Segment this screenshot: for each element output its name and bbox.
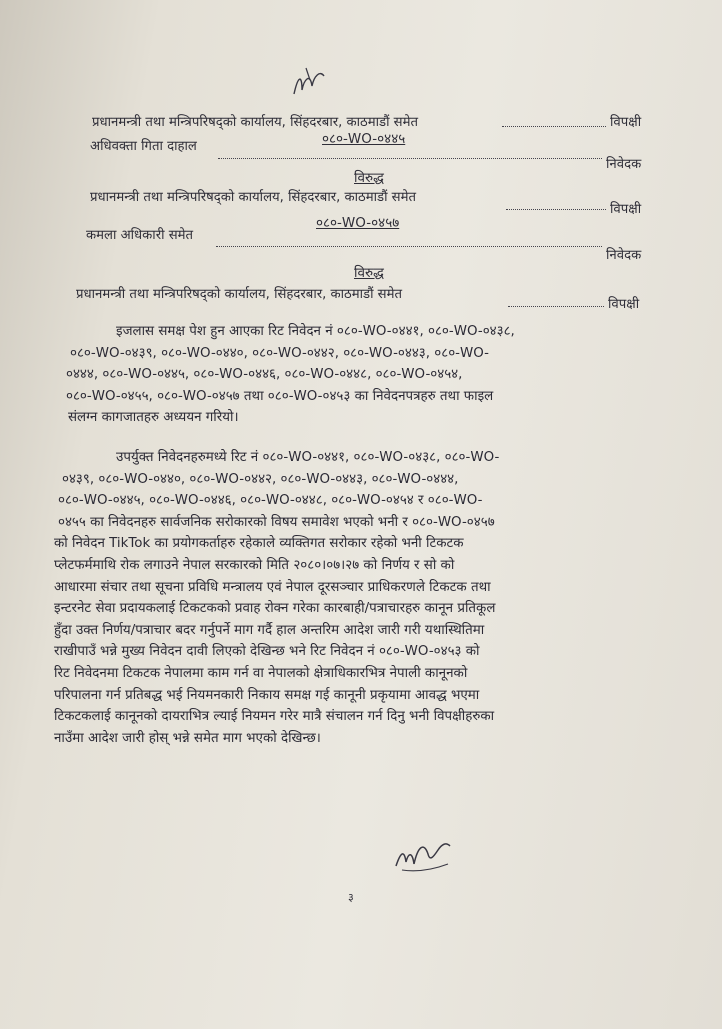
p2-line-7: आधारमा संचार तथा सूचना प्रविधि मन्त्रालय एवं नेपाल दूरसञ्चार प्राधिकरणले टिकटक तथा — [54, 579, 491, 595]
p2-line-4: ०४५५ का निवेदनहरु सार्वजनिक सरोकारको विषय समावेश भएको भनी र ०८०-WO-०४५७ — [58, 514, 495, 530]
block2-respondent-role: विपक्षी — [610, 202, 642, 217]
paragraph-2 — [54, 447, 674, 749]
p1-line-2: ०८०-WO-०४३९, ०८०-WO-०४४०, ०८०-WO-०४४२, ०८०-WO-०४४३, ०८०-WO- — [70, 345, 489, 361]
p1-line-3: ०४४४, ०८०-WO-०४४५, ०८०-WO-०४४६, ०८०-WO-०४४८, ०८०-WO-०४५४, — [66, 367, 463, 383]
p2-line-6: प्लेटफर्ममाथि रोक लगाउने नेपाल सरकारको मिति २०८०।०७।२७ को निर्णय र सो को — [54, 557, 455, 573]
block2-petitioner-role: निवेदक — [606, 157, 642, 172]
p1-line-4: ०८०-WO-०४५५, ०८०-WO-०४५७ तथा ०८०-WO-०४५३ का निवेदनपत्रहरु तथा फाइल — [66, 388, 494, 404]
block3-petitioner-dots — [216, 246, 602, 247]
block3-petitioner: कमला अधिकारी समेत — [86, 228, 194, 243]
block2-respondent-dots — [506, 209, 606, 210]
p2-line-8: इन्टरनेट सेवा प्रदायकलाई टिकटकको प्रवाह रोक्न गरेका कारबाही/पत्राचारहरु कानून प्रतिकूल — [54, 601, 496, 617]
block2-petitioner-dots — [218, 158, 602, 159]
block2-case-no: ०८०-WO-०४४५ — [322, 131, 406, 147]
p2-line-5: को निवेदन TikTok का प्रयोगकर्ताहरु रहेकाले व्यक्तिगत सरोकार रहेको भनी टिकटक — [54, 536, 464, 552]
p2-line-3: ०८०-WO-०४४५, ०८०-WO-०४४६, ०८०-WO-०४४८, ०८०-WO-०४५४ र ०८०-WO- — [58, 493, 483, 509]
block1-respondent: प्रधानमन्त्री तथा मन्त्रिपरिषद्को कार्यालय, सिंहदरबार, काठमाडौं समेत — [92, 115, 419, 130]
page-number: ३ — [348, 891, 354, 904]
signature-top — [288, 66, 330, 102]
p2-line-1: उपर्युक्त निवेदनहरुमध्ये रिट नं ०८०-WO-०४४१, ०८०-WO-०४३८, ०८०-WO- — [116, 450, 500, 465]
block3-respondent: प्रधानमन्त्री तथा मन्त्रिपरिषद्को कार्यालय, सिंहदरबार, काठमाडौं समेत — [76, 287, 403, 302]
block3-petitioner-role: निवेदक — [606, 248, 642, 263]
block2-petitioner: अधिवक्ता गिता दाहाल — [90, 139, 197, 154]
block3-respondent-dots — [508, 306, 604, 307]
p2-line-2: ०४३९, ०८०-WO-०४४०, ०८०-WO-०४४२, ०८०-WO-०४४३, ०८०-WO-०४४४, — [62, 471, 459, 487]
block3-versus: विरुद्ध — [354, 265, 384, 281]
block1-respondent-dots — [502, 126, 606, 127]
signature-bottom — [392, 836, 456, 876]
block3-case-no: ०८०-WO-०४५७ — [316, 215, 400, 231]
p1-line-5: संलग्न कागजातहरु अध्ययन गरियो। — [68, 410, 239, 426]
block1-respondent-role: विपक्षी — [610, 115, 642, 130]
p2-line-12: परिपालना गर्न प्रतिबद्ध भई नियमनकारी निकाय समक्ष गई कानूनी प्रकृयामा आवद्ध भएमा — [54, 687, 480, 703]
block2-versus: विरुद्ध — [354, 170, 384, 186]
block3-respondent-role: विपक्षी — [608, 297, 640, 312]
block2-respondent: प्रधानमन्त्री तथा मन्त्रिपरिषद्को कार्यालय, सिंहदरबार, काठमाडौं समेत — [90, 190, 417, 205]
p2-line-11: रिट निवेदनमा टिकटक नेपालमा काम गर्न वा नेपालको क्षेत्राधिकारभित्र नेपाली कानूनको — [54, 665, 468, 681]
p2-line-14: नाउँमा आदेश जारी होस् भन्ने समेत माग भएको देखिन्छ। — [54, 730, 321, 746]
p2-line-10: राखीपाउँ भन्ने मुख्य निवेदन दावी लिएको देखिन्छ भने रिट निवेदन नं ०८०-WO-०४५३ को — [54, 644, 480, 660]
p1-line-1: इजलास समक्ष पेश हुन आएका रिट निवेदन नं ०८०-WO-०४४१, ०८०-WO-०४३८, — [116, 324, 515, 339]
p2-line-13: टिकटकलाई कानूनको दायराभित्र ल्याई नियमन गरेर मात्रै संचालन गर्न दिनु भनी विपक्षीहरुका — [54, 709, 495, 725]
p2-line-9: हुँदा उक्त निर्णय/पत्राचार बदर गर्नुपर्ने माग गर्दै हाल अन्तरिम आदेश जारी गरी यथास्थितिमा — [54, 622, 485, 638]
paragraph-1 — [66, 321, 666, 429]
